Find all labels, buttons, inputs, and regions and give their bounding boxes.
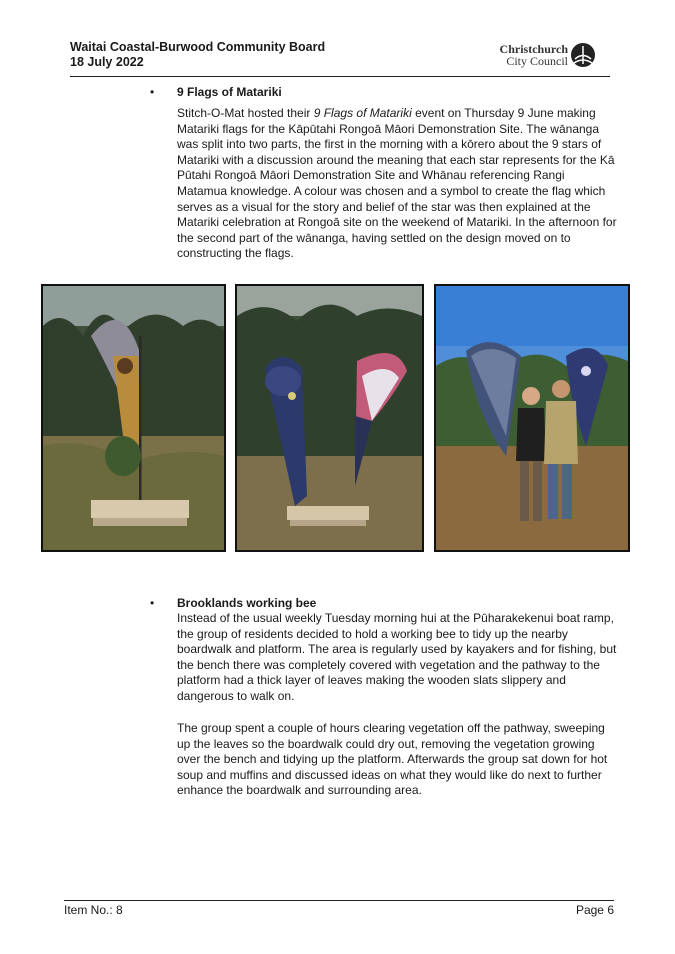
photo-flag-bird — [41, 284, 226, 552]
council-logo — [492, 40, 602, 70]
section-matariki — [150, 84, 620, 264]
bullet: • — [150, 596, 155, 610]
photo-two-flags — [235, 284, 424, 552]
section-paragraph: The group spent a couple of hours clearing vegetation off the pathway, sweeping up the leaves so the boardwalk could dry out, removing the vegetation growing over the bench and tidying up the platform. Afterwards the group sat down for hot soup and muffins and discussed ideas on what they would like do next to further enhance the boardwalk and surrounding area. — [177, 721, 608, 798]
item-number: Item No.: 8 — [64, 903, 123, 917]
page-header — [70, 40, 610, 77]
section-brooklands — [150, 595, 620, 805]
board-name: Waitai Coastal-Burwood Community Board — [70, 40, 326, 54]
council-emblem-icon — [570, 42, 596, 68]
logo-text — [500, 43, 568, 67]
photo-row — [41, 284, 631, 554]
event-name: 9 Flags of Matariki — [313, 106, 412, 120]
section-title: 9 Flags of Matariki — [177, 85, 282, 99]
page-footer — [64, 900, 614, 917]
section-title: Brooklands working bee — [177, 596, 317, 610]
section-paragraph: Stitch-O-Mat hosted their 9 Flags of Matariki event on Thursday 9 June making Matariki flags for the Kāpūtahi Rongoā Māori Demonstration Site. The wānanga was split into two parts, the first in the morning with a kōrero about the 9 stars of Matariki with a discussion around the meaning that each star represents for the Kā Pūtahi Rongoā Māori Demonstration Site and Whānau referencing Rangi Matamua knowledge. A colour was chosen and a symbol to create the flag which serves as a visual for the story and belief of the star was then explained at the Matariki celebration at Rongoā site on the weekend of Matariki. In the afternoon for the second part of the wānanga, having settled on the design moved on to constructing the flags. — [177, 106, 617, 261]
logo-line1: Christchurch — [499, 42, 568, 56]
section-paragraph: Instead of the usual weekly Tuesday morning hui at the Pūharakekenui boat ramp, the group of residents decided to hold a working bee to tidy up the nearby boardwalk and platform. The area is regularly used by kayakers and for fishing, but the bench there was completely covered with vegetation and the pathway to the platform had a thick layer of leaves making the wooden slats slippery and dangerous to walk on. — [177, 611, 617, 703]
logo-line2: City Council — [506, 54, 568, 68]
bullet: • — [150, 85, 155, 99]
page-number: Page 6 — [575, 903, 614, 917]
photo-two-people-flags — [434, 284, 630, 552]
meeting-date: 18 July 2022 — [70, 55, 144, 69]
